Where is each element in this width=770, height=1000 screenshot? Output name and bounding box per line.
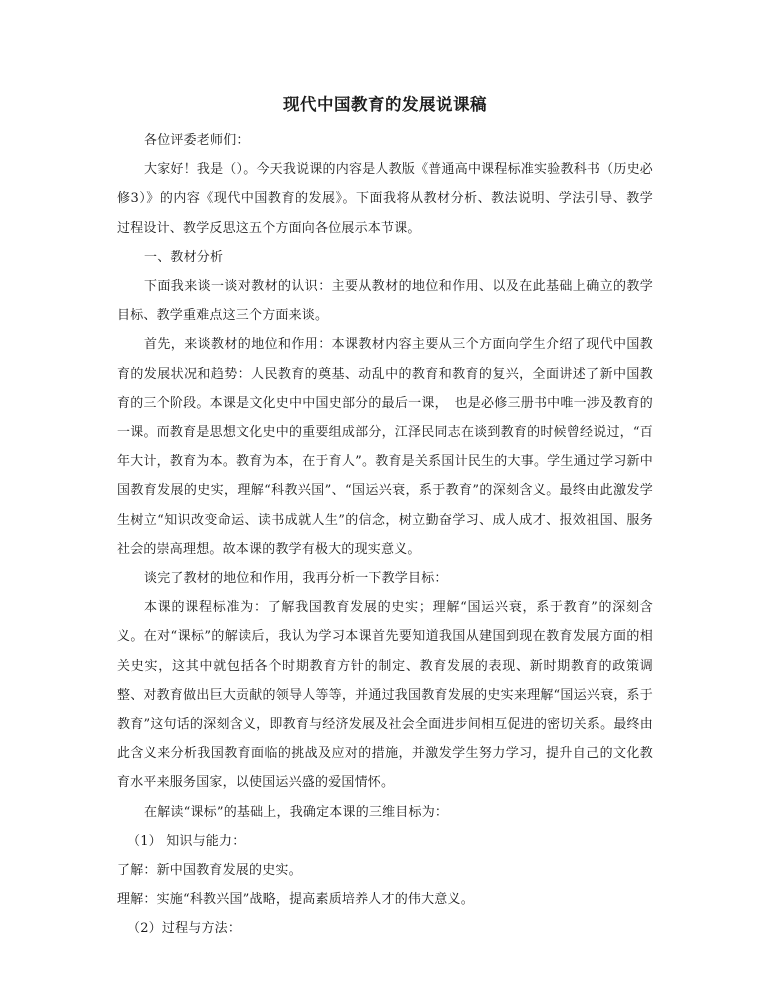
- paragraph-textbook-overview: 下面我来谈一谈对教材的认识：主要从教材的地位和作用、以及在此基础上确立的教学目标、教学重难点这三个方面来谈。: [117, 279, 653, 324]
- paragraph-curriculum-standard: 本课的课程标准为：了解我国教育发展的史实；理解“国运兴衰，系于教育”的深刻含义。在对“课标”的解读后，我认为学习本课首先要知道我国从建国到现在教育发展方面的相关史实，这其中就包括各个时期教育方针的制定、教育发展的表现、新时期教育的政策调整、对教育做出巨大贡献的领导人等等，并通过我国教育发展的史实来理解“国运兴衰，系于教育”这句话的深刻含义，即教育与经济发展及社会全面进步间相互促进的密切关系。最终由此含义来分析我国教育面临的挑战及应对的措施，并激发学生努力学习，提升自己的文化教育水平来服务国家，以使国运兴盛的爱国情怀。: [117, 600, 653, 791]
- section-heading-textbook-analysis: 一、教材分析: [144, 249, 224, 265]
- goal-understand-facts: 了解：新中国教育发展的史实。: [117, 863, 302, 879]
- paragraph-three-dimensional-goals: 在解读“课标”的基础上，我确定本课的三维目标为：: [144, 804, 449, 820]
- paragraph-introduction: 大家好！我是（）。今天我说课的内容是人教版《普通高中课程标准实验教科书（历史必修3）》的内容《现代中国教育的发展》。下面我将从教材分析、教法说明、学法引导、教学过程设计、教学反思这五个方面向各位展示本节课。: [117, 162, 653, 236]
- document-title: 现代中国教育的发展说课稿: [283, 95, 487, 114]
- list-heading-process-method: （2）过程与方法：: [127, 921, 242, 937]
- paragraph-goals-transition: 谈完了教材的地位和作用，我再分析一下教学目标：: [144, 571, 448, 587]
- list-heading-knowledge-ability: （1） 知识与能力：: [127, 833, 246, 849]
- goal-comprehend-strategy: 理解：实施“科教兴国”战略，提高素质培养人才的伟大意义。: [117, 892, 474, 908]
- paragraph-textbook-position: 首先，来谈教材的地位和作用：本课教材内容主要从三个方面向学生介绍了现代中国教育的发展状况和趋势：人民教育的奠基、动乱中的教育和教育的复兴，全面讲述了新中国教育的三个阶段。本课是文化史中中国史部分的最后一课， 也是必修三册书中唯一涉及教育的一课。而教育是思想文化史中的重要组成部分，江泽民同志在谈到教育的时候曾经说过，“百年大计，教育为本。教育为本，在于育人”。教育是关系国计民生的大事。学生通过学习新中国教育发展的史实，理解“科教兴国”、“国运兴衰，系于教育”的深刻含义。最终由此激发学生树立“知识改变命运、读书成就人生”的信念，树立勤奋学习、成人成才、报效祖国、服务社会的崇高理想。故本课的教学有极大的现实意义。: [117, 337, 653, 557]
- paragraph-greeting: 各位评委老师们：: [144, 133, 250, 148]
- document-page: [117, 92, 653, 944]
